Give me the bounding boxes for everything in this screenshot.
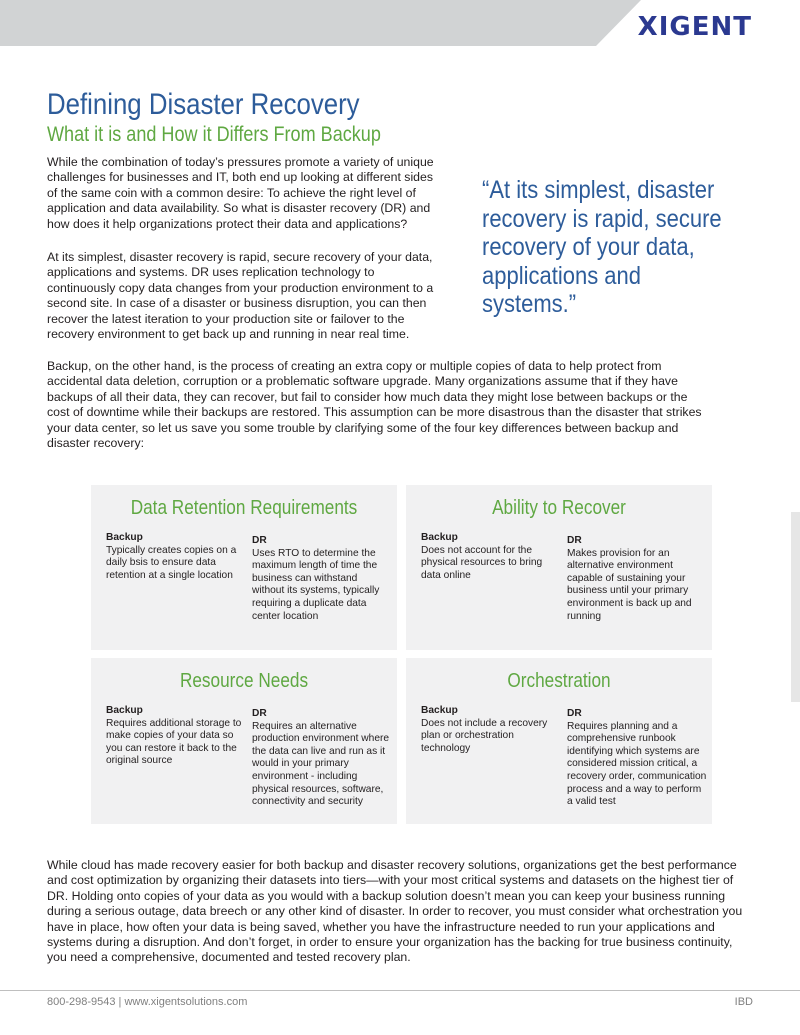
footer-code: IBD [734,996,753,1008]
pull-quote: “At its simplest, disaster recovery is rapid, secure recovery of your data, applications and systems.” [482,176,722,318]
backup-text: Typically creates copies on a daily bsis to ensure data retention at a single location [106,544,237,581]
dr-label: DR [252,708,267,719]
backup-label: Backup [421,705,458,716]
dr-label: DR [567,535,582,546]
comparison-box-orchestration [406,658,712,824]
closing-paragraph: While cloud has made recovery easier for both backup and disaster recovery solutions, organizations get the best performance and cost optimization by organizing their datasets into tiers—with your most critical systems and datasets on the highest tier of DR. Holding onto copies of your data as you would with a backup solution doesn’t mean you can keep your business running during a serious outage, data breech or any other kind of disaster. In order to recover, you must consider what orchestration you have in place, how often your data is being saved, whether you have the infrastructure needed to run your applications and systems during a disruption. And don’t forget, in order to ensure your organization has the backing for true business continuity, you need a comprehensive, documented and tested recovery plan. [47,858,743,965]
dr-label: DR [567,708,582,719]
logo-text: IGENT [658,12,752,42]
backup-column [421,705,561,755]
box-title: Resource Needs [179,670,309,692]
dr-text: Makes provision for an alternative environment capable of sustaining your business until your primary environment is back up and running [567,547,692,622]
dr-column [567,708,707,809]
backup-label: Backup [421,532,458,543]
dr-text: Requires planning and a comprehensive runbook identifying which systems are considered mission critical, a recovery order, communication process and a way to perform a valid test [567,720,707,808]
box-title: Ability to Recover [492,497,626,519]
intro-paragraph: While the combination of today’s pressures promote a variety of unique challenges for businesses and IT, both end up looking at different sides of the same coin with a common desire: To achieve the right level of application and data availability. So what is disaster recovery (DR) and how does it help organizations protect their data and applications? [47,155,434,231]
dr-column [252,535,392,623]
footer-divider [0,990,800,991]
backup-column [421,532,561,582]
backup-label: Backup [106,705,143,716]
page-subtitle: What it is and How it Differs From Backup [47,123,381,146]
backup-text: Does not include a recovery plan or orchestration technology [421,717,548,754]
box-title: Orchestration [507,670,611,692]
comparison-box-resource-needs [91,658,397,824]
backup-paragraph: Backup, on the other hand, is the process of creating an extra copy or multiple copies of data to help protect from accidental data deletion, corruption or a problematic software upgrade. Many organizations assume that if they have backups of all their data, they can recover, but fail to consider how much data they might lose between backups or the cost of downtime while their backups are restored. This assumption can be more disastrous than the disaster that strikes your data center, so let us save you some trouble by clarifying some of the four key differences between backup and disaster recovery: [47,359,702,451]
comparison-box-data-retention [91,485,397,650]
xigent-logo [638,12,752,42]
dr-text: Uses RTO to determine the maximum length of time the business can withstand without its systems, typically requiring a duplicate data center location [252,547,380,622]
comparison-box-ability-to-recover [406,485,712,650]
dr-column [567,535,707,623]
dr-text: Requires an alternative production environment where the data can live and run as it would in your primary environment - including physical resources, software, connectivity and security [252,720,390,808]
backup-text: Does not account for the physical resources to bring data online [421,544,543,581]
box-title: Data Retention Requirements [130,497,358,519]
page-edge-tab [791,512,800,702]
dr-label: DR [252,535,267,546]
dr-column [252,708,392,809]
definition-paragraph: At its simplest, disaster recovery is rapid, secure recovery of your data, applications and systems. DR uses replication technology to continuously copy data changes from your production environment to a second site. In case of a disaster or business disruption, you can then recover the latest iteration to your production site or failover to the recovery environment to get back up and running in near real time. [47,250,434,342]
backup-column [106,532,246,582]
page-title: Defining Disaster Recovery [47,88,360,121]
footer-contact: 800-298-9543 | www.xigentsolutions.com [47,996,248,1008]
backup-label: Backup [106,532,143,543]
backup-column [106,705,246,768]
logo-x: X [637,12,659,42]
backup-text: Requires additional storage to make copies of your data so you can restore it back to the original source [106,717,242,767]
